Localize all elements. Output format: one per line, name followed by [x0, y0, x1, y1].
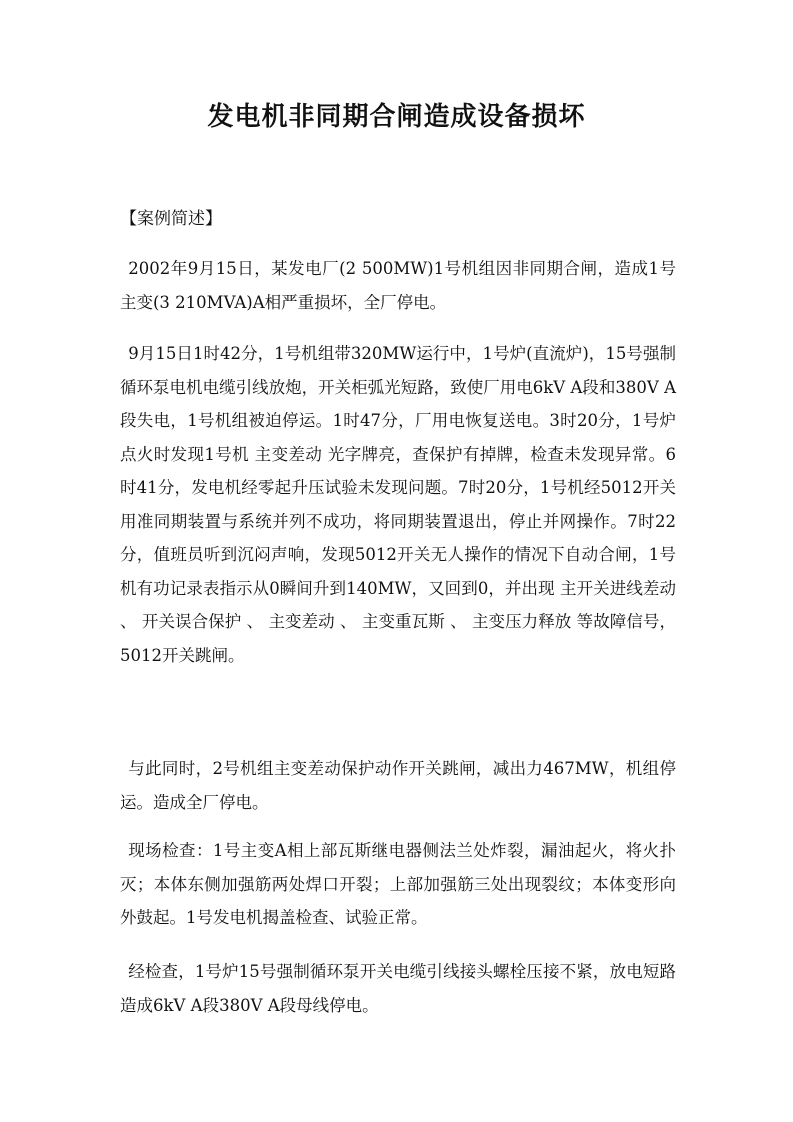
- paragraph-summary: 2002年9月15日，某发电厂(2 500MW)1号机组因非同期合闸，造成1号主变(3 210MVA)A相严重损坏，全厂停电。: [120, 259, 676, 312]
- document-title: 发电机非同期合闸造成设备损坏: [207, 102, 586, 132]
- paragraph-timeline: 9月15日1时42分，1号机组带320MW运行中，1号炉(直流炉)，15号强制循环泵电机电缆引线放炮，开关柜弧光短路，致使厂用电6kV A段和380V A段失电，1号机组被迫停运。1时47分，厂用电恢复送电。3时20分，1号炉点火时发现1号机 主变差动 光字牌亮，查保护有掉牌，检查未发现异常。6时41分，发电机经零起升压试验未发现问题。7时20分，1号机经5012开关用准同期装置与系统并列不成功，将同期装置退出，停止并网操作。7时22分，值班员听到沉闷声响，发现5012开关无人操作的情况下自动合闸，1号机有功记录表指示从0瞬间升到140MW，又回到0，并出现 主开关进线差动 、 开关误合保护 、 主变差动 、 主变重瓦斯 、 主变压力释放 等故障信号，5012开关跳闸。: [120, 344, 676, 665]
- paragraph-root-cause: 经检查，1号炉15号强制循环泵开关电缆引线接头螺栓压接不紧，放电短路造成6kV A段380V A段母线停电。: [120, 962, 676, 1015]
- section-heading: 【案例简述】: [120, 209, 222, 229]
- paragraph-unit2-trip: 与此同时，2号机组主变差动保护动作开关跳闸，减出力467MW，机组停运。造成全厂停电。: [120, 759, 676, 812]
- paragraph-site-inspection: 现场检查：1号主变A相上部瓦斯继电器侧法兰处炸裂，漏油起火，将火扑灭；本体东侧加强筋两处焊口开裂；上部加强筋三处出现裂纹；本体变形向外鼓起。1号发电机揭盖检查、试验正常。: [120, 841, 676, 927]
